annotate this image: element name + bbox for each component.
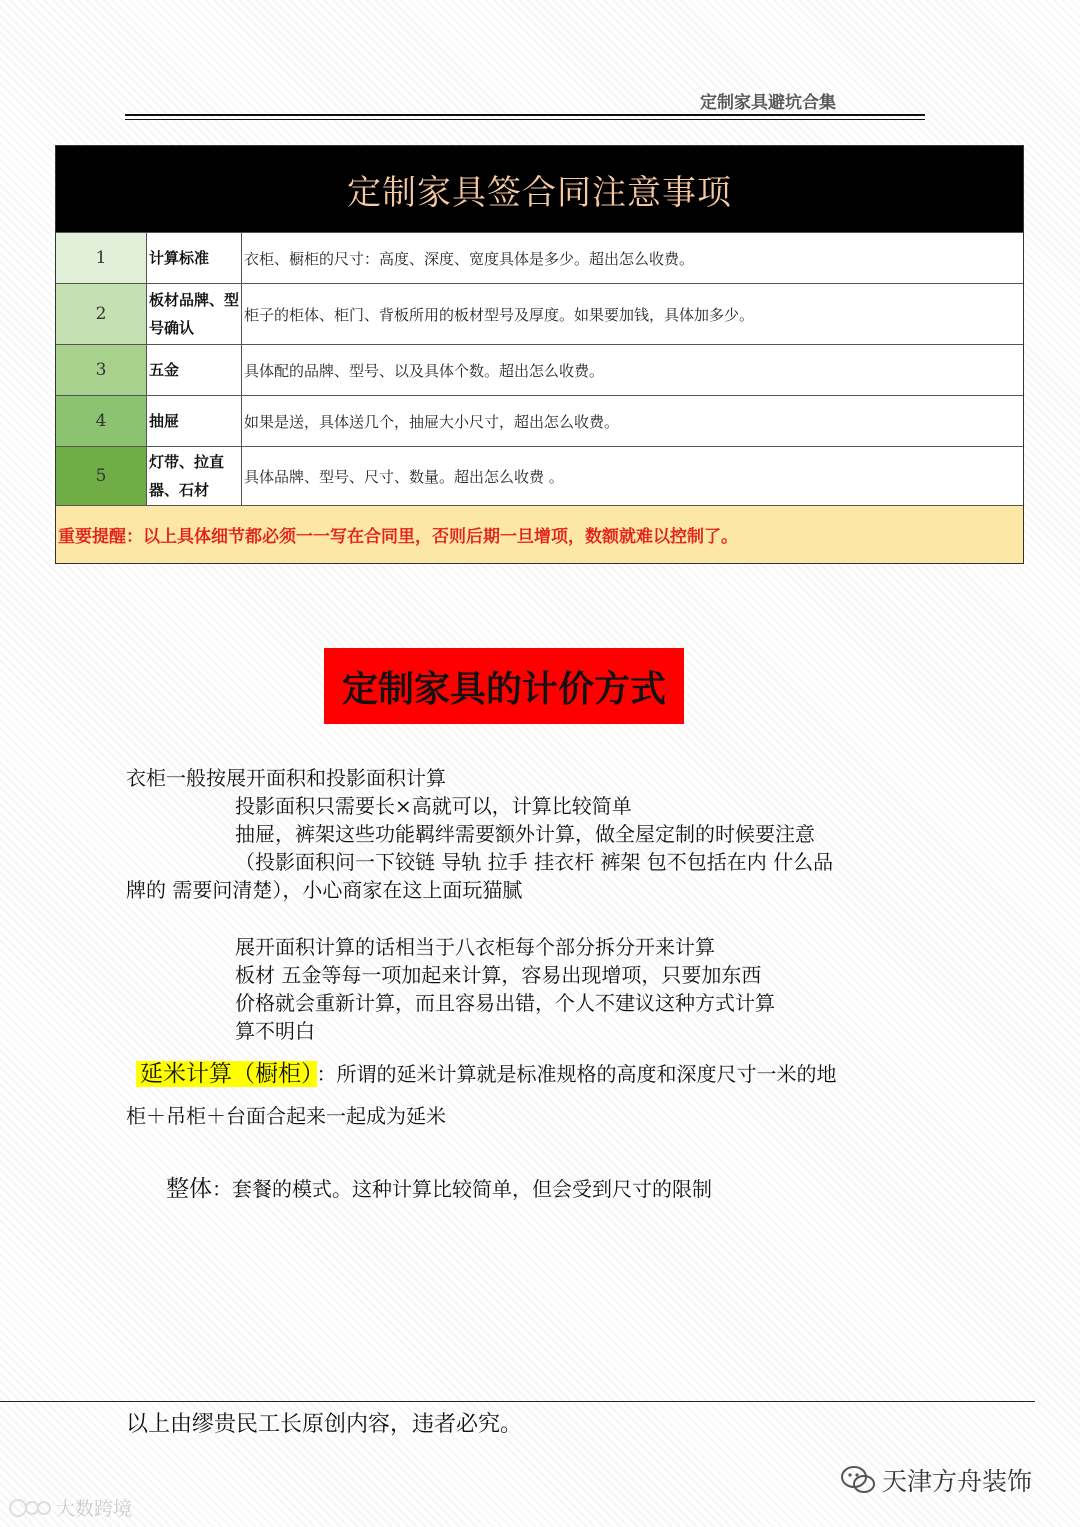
yanmi-paragraph [136,1055,837,1088]
row-desc: 具体品牌、型号、尺寸、数量。超出怎么收费 。 [244,467,564,486]
pricing-line: 展开面积计算的话相当于八衣柜每个部分拆分开来计算 [235,935,715,959]
row-item: 五金 [147,345,242,395]
pricing-line: 算不明白 [235,1019,315,1043]
row-desc: 具体配的品牌、型号、以及具体个数。超出怎么收费。 [244,361,605,380]
wechat-watermark [840,1462,1032,1498]
pricing-line: 牌的 需要问清楚），小心商家在这上面玩猫腻 [126,878,523,902]
yanmi-text-cont: 柜＋吊柜＋台面合起来一起成为延米 [126,1104,446,1128]
pricing-line: （投影面积问一下铰链 导轨 拉手 挂衣杆 裤架 包不包括在内 什么品 [235,850,834,874]
header-rule-thin [125,119,925,120]
platform-watermark [8,1494,132,1521]
header-title: 定制家具避坑合集 [700,93,836,113]
row-item: 抽屉 [147,396,242,446]
table-row [56,283,1023,344]
pricing-line: 抽屉，裤架这些功能羁绊需要额外计算，做全屋定制的时候要注意 [235,822,815,846]
row-number: 5 [56,447,147,505]
footer-rule [0,1401,1035,1402]
table-row [56,232,1023,283]
row-desc: 衣柜、橱柜的尺寸：高度、深度、宽度具体是多少。超出怎么收费。 [244,249,695,268]
row-number: 2 [56,284,147,344]
watermark-right-text: 天津方舟装饰 [882,1467,1033,1496]
pricing-line: 衣柜一般按展开面积和投影面积计算 [126,766,446,790]
pricing-line: 板材 五金等每一项加起来计算，容易出现增项，只要加东西 [235,963,762,987]
table-title: 定制家具签合同注意事项 [56,146,1023,232]
yanmi-text: ：所谓的延米计算就是标准规格的高度和深度尺寸一米的地 [316,1062,837,1086]
row-number: 1 [56,233,147,283]
row-item: 板材品牌、型号确认 [147,284,242,344]
row-number: 4 [56,396,147,446]
pricing-title: 定制家具的计价方式 [324,648,684,724]
platform-logo-icon [8,1498,52,1518]
whole-text: ：套餐的模式。这种计算比较简单，但会受到尺寸的限制 [212,1177,712,1201]
pricing-line: 投影面积只需要长×高就可以，计算比较简单 [235,794,632,818]
footer-text: 以上由缪贵民工长原创内容，违者必究。 [126,1412,523,1437]
table-row [56,344,1023,395]
whole-paragraph [166,1170,712,1203]
yanmi-label: 延米计算（橱柜） [136,1061,317,1087]
row-number: 3 [56,345,147,395]
row-desc: 柜子的柜体、柜门、背板所用的板材型号及厚度。如果要加钱，具体加多少。 [244,305,755,324]
table-row [56,395,1023,446]
watermark-left-text: 大数跨境 [56,1498,133,1520]
contract-notice-table [55,145,1024,564]
whole-label: 整体 [166,1176,212,1202]
header-rule [125,114,925,116]
row-item: 灯带、拉直器、石材 [147,447,242,505]
row-item: 计算标准 [147,233,242,283]
important-reminder: 重要提醒：以上具体细节都必须一一写在合同里，否则后期一旦增项，数额就难以控制了。 [56,505,1023,563]
wechat-icon [840,1465,876,1495]
row-desc: 如果是送，具体送几个，抽屉大小尺寸，超出怎么收费。 [244,412,620,431]
pricing-line: 价格就会重新计算，而且容易出错，个人不建议这种方式计算 [235,991,775,1015]
table-row [56,446,1023,505]
